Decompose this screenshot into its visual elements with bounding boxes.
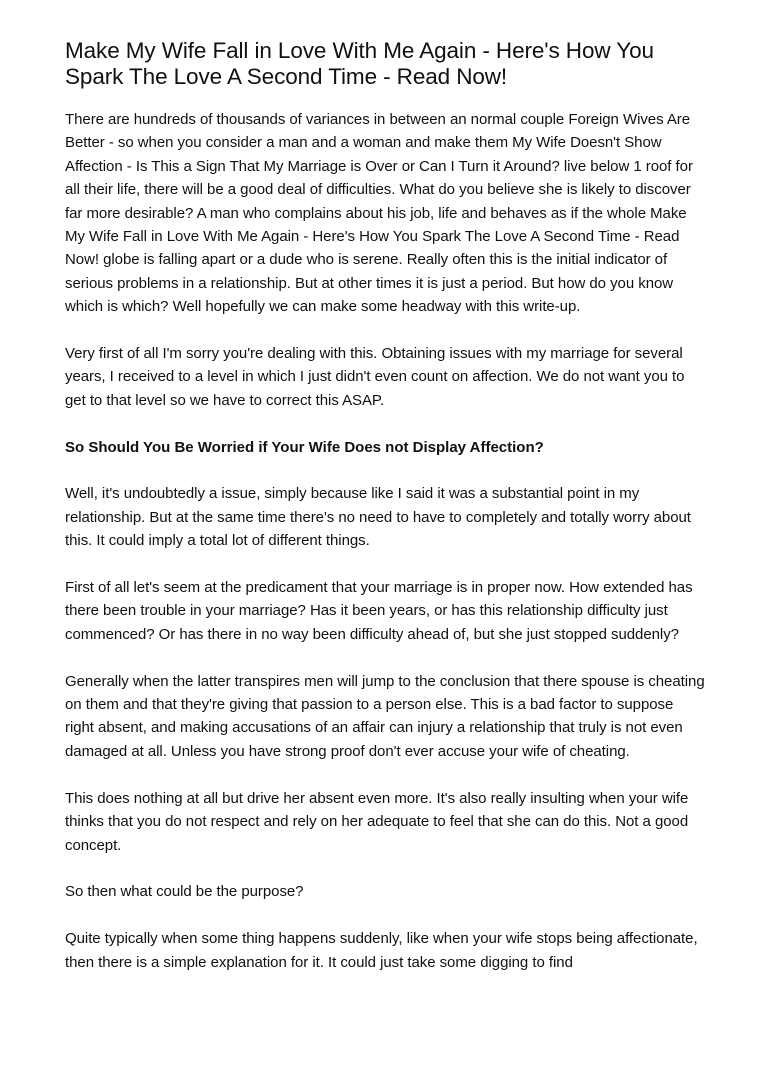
paragraph: Quite typically when some thing happens suddenly, like when your wife stops being affectionate, then there is a simple explanation for it. It could just take some digging to find — [65, 930, 698, 971]
paragraph: There are hundreds of thousands of variances in between an normal couple Foreign Wives Are Better - so when you consider a man and a woman and make them My Wife Doesn't Show Affection - Is This a Sign That My Marriage is Over or Can I Turn it Around? live below 1 roof for all their life, there will be a good deal of difficulties. What do you believe she is likely to discover far more desirable? A man who complains about his job, life and behaves as if the whole Make My Wife Fall in Love With Me Again - Here's How You Spark The Love A Second Time - Read Now! globe is falling apart or a dude who is serene. Really often this is the initial indicator of serious problems in a relationship. But at other times it is just a period. But how do you know which is which? Well hopefully we can make some headway with this write-up. — [65, 111, 693, 316]
paragraph: Generally when the latter transpires men will jump to the conclusion that there spouse is cheating on them and that they're giving that passion to a person else. This is a bad factor to suppose right absent, and making accusations of an affair can injury a relationship that truly is not even damaged at all. Unless you have strong proof don't ever accuse your wife of cheating. — [65, 672, 705, 760]
paragraph: Very first of all I'm sorry you're dealing with this. Obtaining issues with my marriage for several years, I received to a level in which I just didn't even count on affection. We do not want you to get to that level so we have to correct this ASAP. — [65, 345, 685, 409]
section-heading: So Should You Be Worried if Your Wife Does not Display Affection? — [65, 438, 544, 456]
paragraph: This does nothing at all but drive her absent even more. It's also really insulting when your wife thinks that you do not respect and rely on her adequate to feel that she can do this. Not a good concept. — [65, 789, 689, 854]
paragraph: Well, it's undoubtedly a issue, simply because like I said it was a substantial point in my relationship. But at the same time there's no need to have to completely and totally worry about this. It could imply a total lot of different things. — [65, 485, 691, 550]
paragraph: First of all let's seem at the predicament that your marriage is in proper now. How extended has there been trouble in your marriage? Has it been years, or has this relationship difficulty just commenced? Or has there in no way been difficulty ahead of, but she just stopped suddenly? — [65, 579, 693, 643]
document-page — [65, 38, 705, 997]
paragraph: So then what could be the purpose? — [65, 883, 304, 901]
document-title: Make My Wife Fall in Love With Me Again - Here's How You Spark The Love A Second Time - Read Now! — [65, 38, 654, 89]
